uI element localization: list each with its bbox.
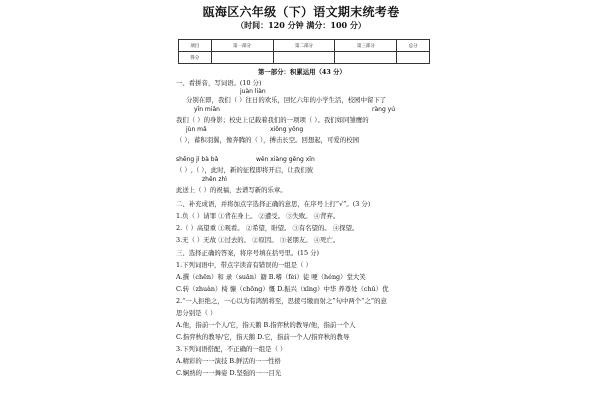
option-line: A.精彩的一一演技 B.鲜活的一一性格 [176,357,281,365]
question-item: 2.（ ）高望重 ①观看。 ②希望，盼望。 ③有名望的。 ④探望。 [176,224,359,232]
option-line: A.他，指前一个人/它，指天鹅 B.指弈秋的教导/他，指前一个人 [176,321,356,329]
pinyin: shēng jì bà bǎ [176,156,219,163]
passage-line: 我们（ ）的身影；校史上记载着我们的一项项（ ）。我们如同雏鹰的 [176,116,369,124]
score-cell: 得分 [179,52,212,64]
option-line: C.指弈秋的教导/它，指天鹅 D.它，指前一个人/指弈秋的教导 [176,333,350,341]
question-title: 二、补充成语，并将加点字选择正确的意思，在序号上打“√”。(3 分) [176,200,371,208]
question-title: 三、选择正确的答案，将序号填在括号里。(15 分) [176,249,319,257]
question-item: 1.下列词语中，带点字读音有错误的一组是（ ） [176,261,312,269]
exam-paper [158,0,444,400]
question-item: 思分别是（ ） [176,309,217,317]
option-line: C.转（zhuàn）椅 慷（chōng）慨 D.振兴（xīng）中华 养尊处（chǔ）优 [176,285,389,293]
question-item: 3.无（ ）无故 ①过去的。 ②原因。 ③老朋友。 ④死亡。 [176,236,340,244]
question-item: 1.负（ ）请罪 ①背在身上。 ②遭受。 ③失败。 ④背弃。 [176,212,340,220]
option-line: A.撰（chēn）和 录（suān）籍 B.嗜（fèi）徒 哽（héng）堂大笑 [176,273,366,281]
score-cell: 第二部分 [273,40,335,52]
passage-line: 分别在即，我们（ ）往日的欢乐，回忆六年的小学生活，校园中留下了 [186,96,387,104]
question-item: 2.“一人拒绝之，一心以为有鸿鹄将至，思援弓缴而射之”句中两个“之”的意 [176,297,387,305]
score-cell [273,52,335,64]
exam-subtitle: （时间：120 分钟 满分：100 分） [236,20,366,30]
score-table-score-row [179,52,430,64]
score-cell: 第一部分 [211,40,273,52]
question-item: 3.下列词语搭配，不正确的一组是（ ） [176,345,287,353]
score-cell [211,52,273,64]
pinyin: yīn miǎn [194,106,220,113]
score-cell [335,52,397,64]
score-cell: 项目 [179,40,212,52]
score-cell: 第三部分 [335,40,397,52]
passage-line: （ ），蓄积羽翼，像奔腾的（ ），搏击长空。回想起，可爱的校园 [176,136,359,144]
score-table-header-row [179,40,430,52]
score-cell [397,52,430,64]
pinyin: xiōng yǒng [270,126,304,133]
passage-line: 此送上（ ）的祝福，去谱写新的乐章。 [176,186,287,194]
pinyin: ràng yú [372,106,396,113]
pinyin: wěn xiàng gēng xīn [256,156,315,163]
score-table [178,39,430,64]
passage-line: （ ）,（ ），此时，新的征程即将开启，让我们彼 [176,166,314,174]
exam-title: 瓯海区六年级（下）语文期末统考卷 [202,5,400,19]
score-cell: 总分 [397,40,430,52]
pinyin: jùn mǎ [186,126,207,133]
question-title: 一、看拼音，写词语。(10 分) [176,79,262,87]
option-line: C.娴熟的一一舞姿 D.坚强的一一目光 [176,369,282,377]
section-title: 第一部分：积累运用（43 分） [258,68,346,76]
pinyin: zhēn zhì [202,176,227,183]
pinyin: juàn liàn [240,88,266,95]
